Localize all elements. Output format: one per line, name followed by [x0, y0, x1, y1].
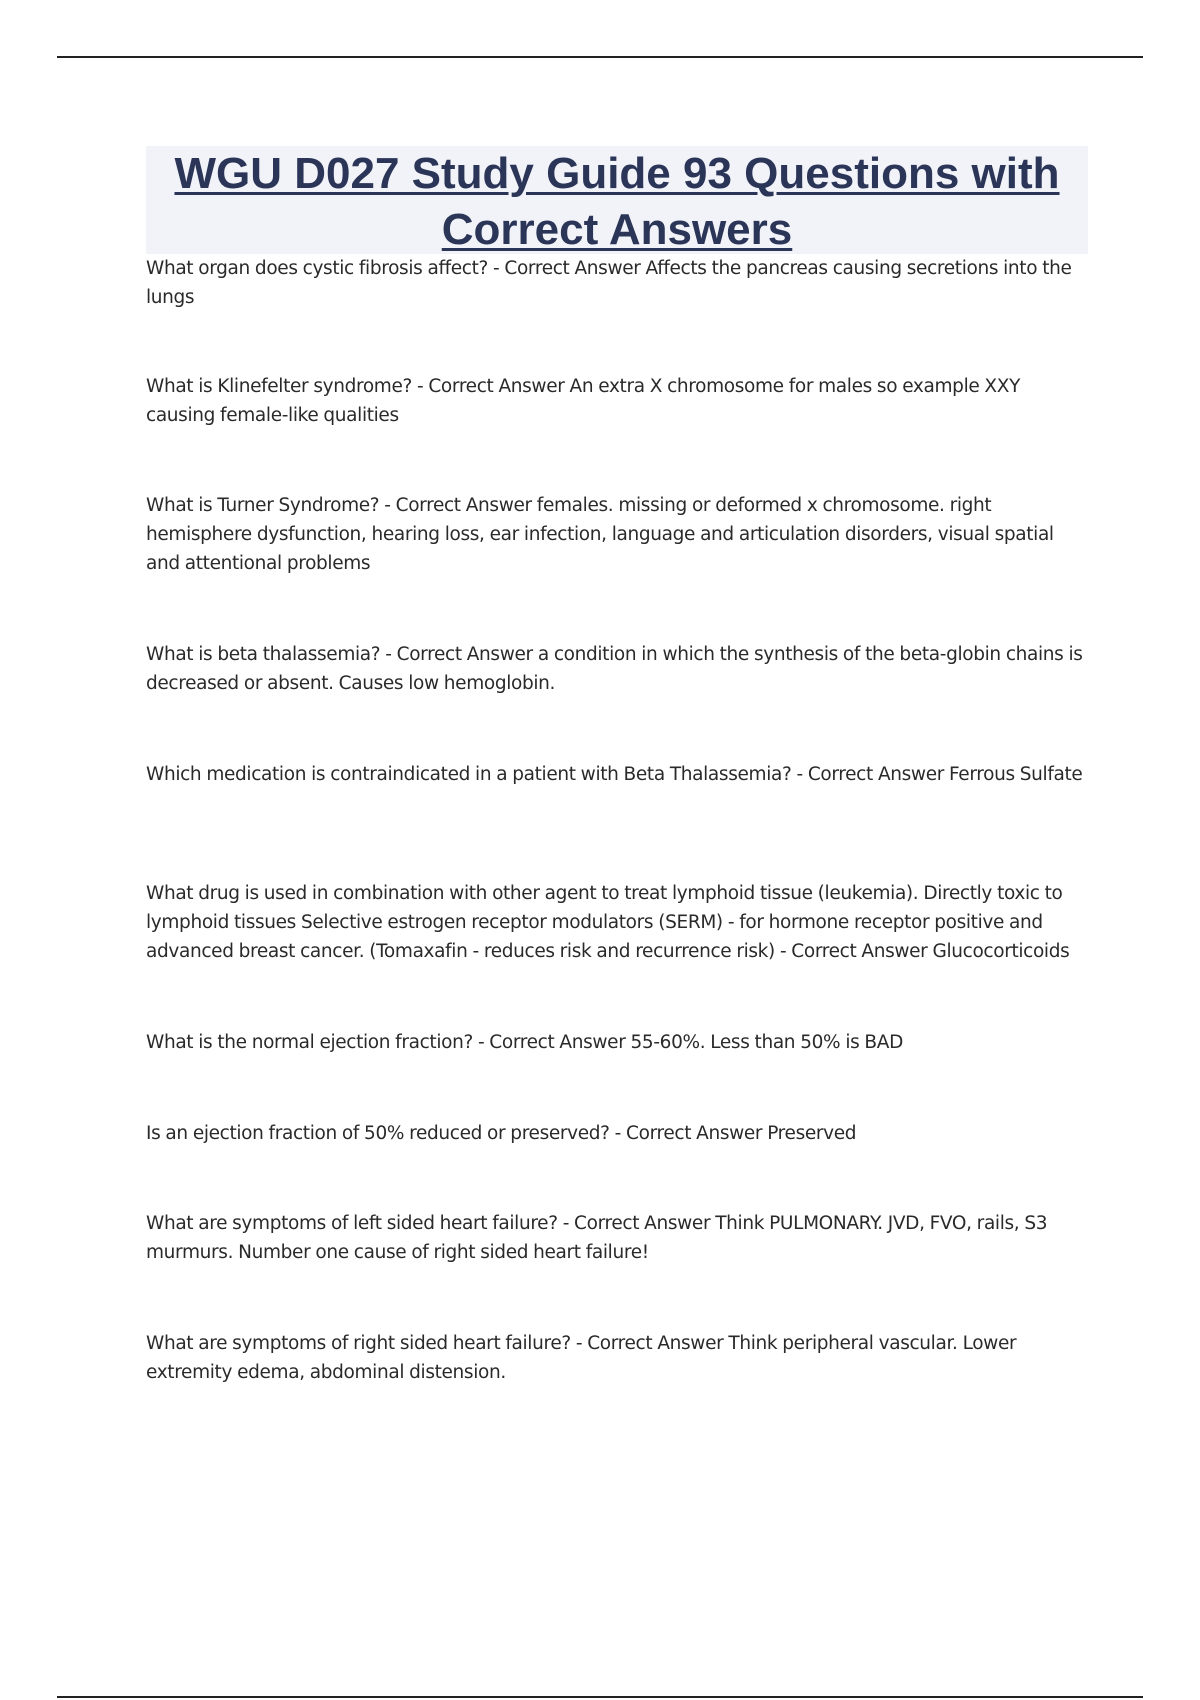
qa-item: What drug is used in combination with other agent to treat lymphoid tissue (leukemia). Directly toxic to lymphoid tissues Selective estrogen receptor modulators (SERM) - for hormone receptor positive and advanced breast cancer. (Tomaxafin - reduces risk and recurrence risk) - Correct Answer Glucocorticoids	[146, 883, 1070, 962]
top-rule	[57, 56, 1143, 58]
document-title: WGU D027 Study Guide 93 Questions with Correct Answers	[174, 149, 1060, 254]
qa-item: What is Klinefelter syndrome? - Correct Answer An extra X chromosome for males so example XXY causing female-like qualities	[146, 376, 1021, 426]
qa-item: What are symptoms of left sided heart failure? - Correct Answer Think PULMONARY. JVD, FVO, rails, S3 murmurs. Number one cause of right sided heart failure!	[146, 1213, 1048, 1263]
qa-item: What is beta thalassemia? - Correct Answer a condition in which the synthesis of the beta-globin chains is decreased or absent. Causes low hemoglobin.	[146, 644, 1083, 694]
bottom-rule	[57, 1696, 1143, 1698]
qa-item: What is the normal ejection fraction? - Correct Answer 55-60%. Less than 50% is BAD	[146, 1032, 903, 1053]
qa-item: Which medication is contraindicated in a patient with Beta Thalassemia? - Correct Answer Ferrous Sulfate	[146, 764, 1083, 785]
qa-item: What organ does cystic fibrosis affect? - Correct Answer Affects the pancreas causing secretions into the lungs	[146, 258, 1072, 308]
qa-item: What is Turner Syndrome? - Correct Answer females. missing or deformed x chromosome. right hemisphere dysfunction, hearing loss, ear infection, language and articulation disorders, visual spatial and attentional problems	[146, 495, 1054, 574]
qa-item: What are symptoms of right sided heart failure? - Correct Answer Think peripheral vascular. Lower extremity edema, abdominal distension.	[146, 1333, 1017, 1383]
qa-item: Is an ejection fraction of 50% reduced or preserved? - Correct Answer Preserved	[146, 1123, 857, 1144]
